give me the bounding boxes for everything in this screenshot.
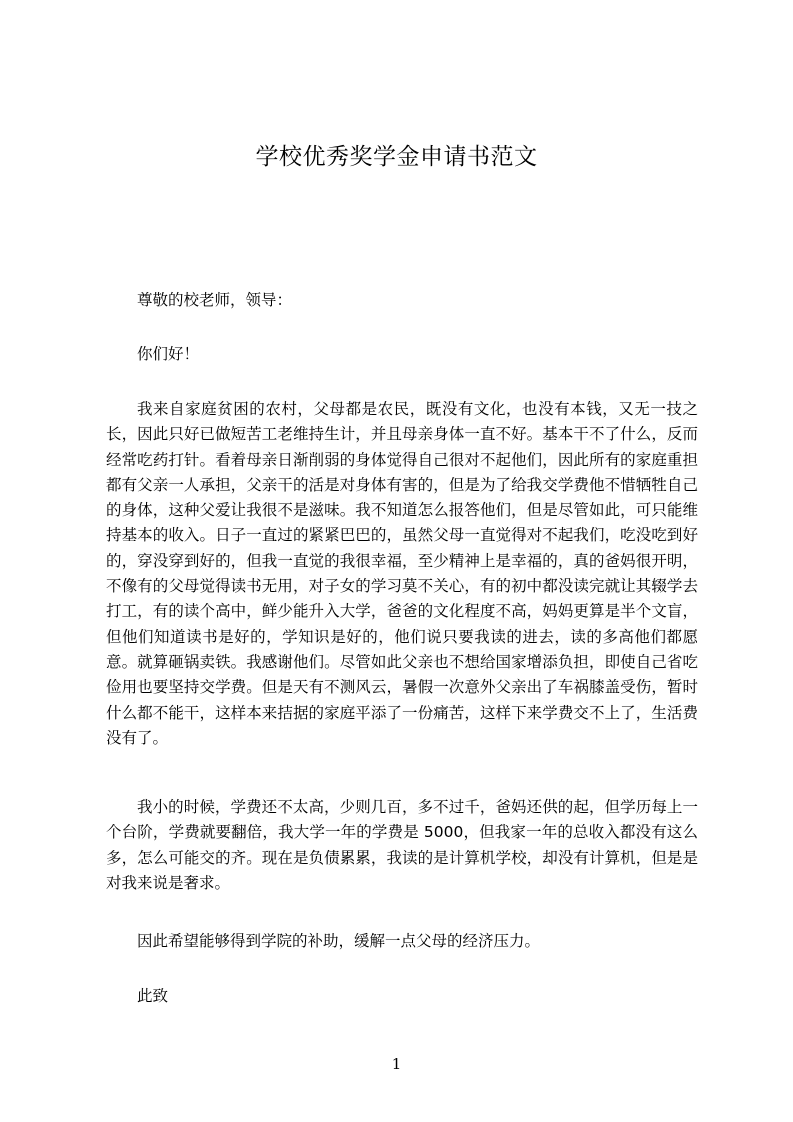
- greeting-text: 你们好！: [137, 345, 200, 363]
- page-number: 1: [391, 1055, 402, 1073]
- greeting: [106, 342, 698, 367]
- paragraph-text: 我小的时候，学费还不太高，少则几百，多不过千，爸妈还供的起，但学历每上一个台阶，学费就要翻倍，我大学一年的学费是 5000，但我家一年的总收入都没有这么多，怎么可能交的齐。现在是负债累累，我读的是计算机学校，却没有计算机，但是是对我来说是奢求。: [106, 798, 698, 892]
- salutation: [106, 288, 698, 313]
- paragraph-tuition: [106, 795, 698, 896]
- salutation-text: 尊敬的校老师，领导：: [137, 291, 293, 309]
- paragraph-text: 我来自家庭贫困的农村，父母都是农民，既没有文化，也没有本钱，又无一技之长，因此只好已做短苦工老维持生计，并且母亲身体一直不好。基本干不了什么，反而经常吃药打针。看着母亲日渐削弱的身体觉得自己很对不起他们，因此所有的家庭重担都有父亲一人承担，父亲干的活是对身体有害的，但是为了给我交学费他不惜牺牲自己的身体，这种父爱让我很不是滋味。我不知道怎么报答他们，但是尽管如此，可只能维持基本的收入。日子一直过的紧紧巴巴的，虽然父母一直觉得对不起我们，吃没吃到好的，穿没穿到好的，但我一直觉的我很幸福，至少精神上是幸福的，真的爸妈很开明，不像有的父母觉得读书无用，对子女的学习莫不关心，有的初中都没读完就让其辍学去打工，有的读个高中，鲜少能升入大学，爸爸的文化程度不高，妈妈更算是半个文盲，但他们知道读书是好的，学知识是好的，他们说只要我读的进去，读的多高他们都愿意。就算砸锅卖铁。我感谢他们。尽管如此父亲也不想给国家增添负担，即使自己省吃俭用也要坚持交学费。但是天有不测风云，暑假一次意外父亲出了车祸膝盖受伤，暂时什么都不能干，这样本来拮据的家庭平添了一份痛苦，这样下来学费交不上了，生活费没有了。: [106, 400, 698, 747]
- paragraph-request: [106, 929, 698, 954]
- closing: [106, 984, 698, 1009]
- page-title: 学校优秀奖学金申请书范文: [255, 144, 538, 170]
- paragraph-text: 因此希望能够得到学院的补助，缓解一点父母的经济压力。: [137, 932, 541, 950]
- closing-text: 此致: [137, 987, 169, 1005]
- paragraph-family-background: [106, 397, 698, 751]
